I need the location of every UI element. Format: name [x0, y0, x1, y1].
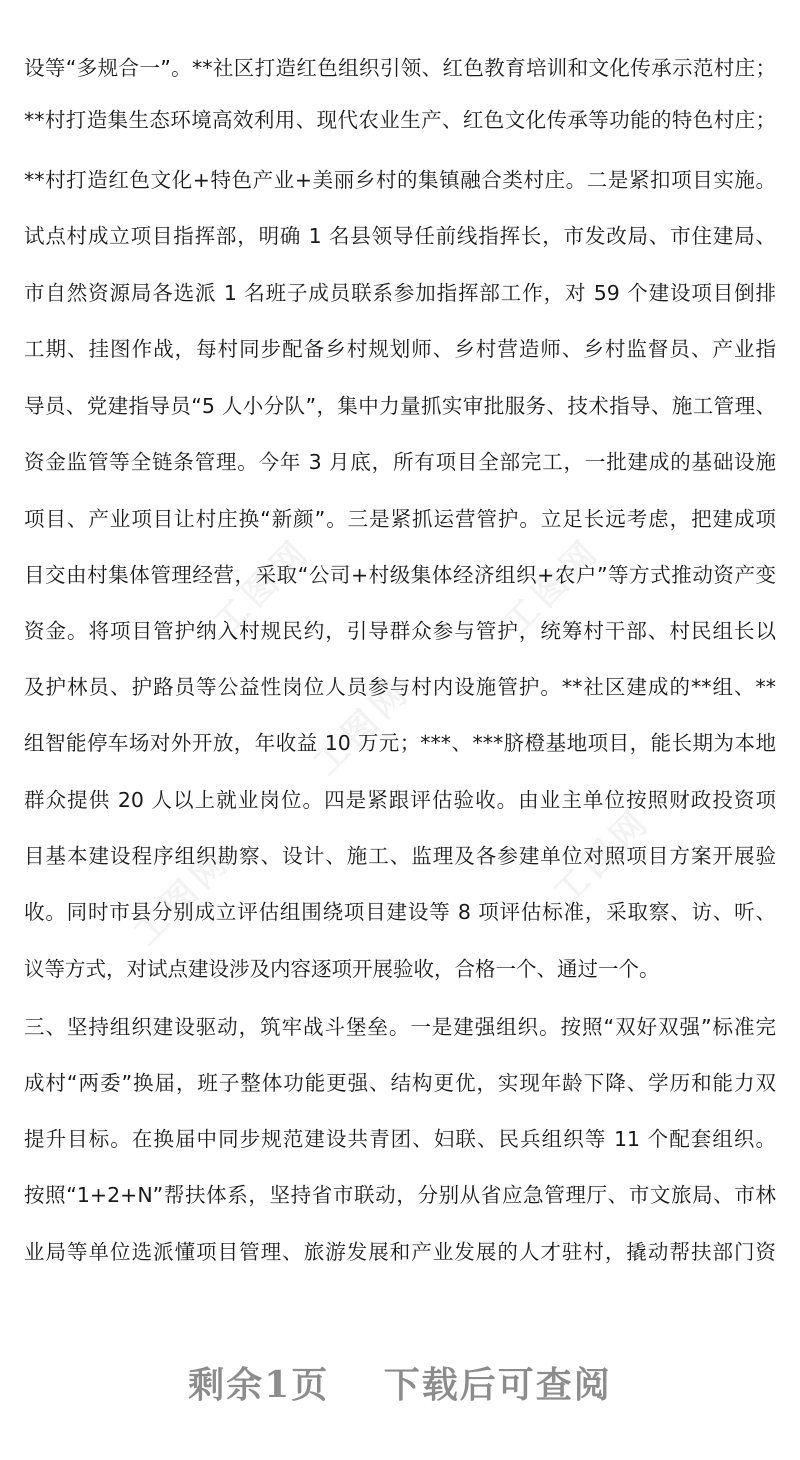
text-line: 收。同时市县分别成立评估组围绕项目建设等 8 项评估标准，采取察、访、听、: [24, 900, 776, 924]
text-line: 目基本建设程序组织勘察、设计、施工、监理及各参建单位对照项目方案开展验: [24, 844, 776, 868]
watermark: 工图网: [125, 840, 240, 954]
download-to-view-label: 下载后可查阅: [383, 1364, 612, 1406]
text-line: 三、坚持组织建设驱动，筑牢战斗堡垒。一是建强组织。按照“双好双强”标准完: [24, 1015, 776, 1039]
text-line: 导员、党建指导员“5 人小分队”，集中力量抓实审批服务、技术指导、施工管理、: [24, 394, 776, 418]
text-line: **村打造红色文化+特色产业+美丽乡村的集镇融合类村庄。二是紧扣项目实施。: [24, 168, 776, 192]
text-line: 资金。将项目管护纳入村规民约，引导群众参与管护，统筹村干部、村民组长以: [24, 619, 776, 643]
watermark: 工图网: [495, 530, 610, 644]
download-prompt[interactable]: [0, 1355, 800, 1415]
text-line: 资金监管等全链条管理。今年 3 月底，所有项目全部完工，一批建成的基础设施: [24, 450, 776, 474]
remaining-pages-label: 剩余1页: [188, 1364, 330, 1406]
text-line: 组智能停车场对外开放，年收益 10 万元；***、***脐橙基地项目，能长期为本地: [24, 731, 776, 755]
text-line: 及护林员、护路员等公益性岗位人员参与村内设施管护。**社区建成的**组、**: [24, 675, 776, 699]
text-line: 试点村成立项目指挥部，明确 1 名县领导任前线指挥长，市发改局、市住建局、: [24, 224, 776, 248]
text-line: 业局等单位选派懂项目管理、旅游发展和产业发展的人才驻村，撬动帮扶部门资: [24, 1240, 776, 1264]
text-line: 群众提供 20 人以上就业岗位。四是紧跟评估验收。由业主单位按照财政投资项: [24, 788, 776, 812]
watermark: 工图网: [305, 670, 420, 784]
watermark: 工图网: [205, 530, 320, 644]
text-line: 项目、产业项目让村庄换“新颜”。三是紧抓运营管护。立足长远考虑，把建成项: [24, 507, 776, 531]
watermark: 工图网: [545, 800, 660, 914]
text-line: 目交由村集体管理经营，采取“公司+村级集体经济组织+农户”等方式推动资产变: [24, 563, 776, 587]
text-line: 按照“1+2+N”帮扶体系，坚持省市联动，分别从省应急管理厅、市文旅局、市林: [24, 1183, 776, 1207]
text-line: 成村“两委”换届，班子整体功能更强、结构更优，实现年龄下降、学历和能力双: [24, 1071, 776, 1095]
text-line: 提升目标。在换届中同步规范建设共青团、妇联、民兵组织等 11 个配套组织。: [24, 1127, 776, 1151]
text-line: 市自然资源局各选派 1 名班子成员联系参加指挥部工作，对 59 个建设项目倒排: [24, 281, 776, 305]
text-line: **村打造集生态环境高效利用、现代农业生产、红色文化传承等功能的特色村庄；: [24, 108, 776, 132]
text-line: 设等“多规合一”。**社区打造红色组织引领、红色教育培训和文化传承示范村庄；: [24, 56, 776, 80]
text-line: 议等方式，对试点建设涉及内容逐项开展验收，合格一个、通过一个。: [24, 957, 660, 981]
text-line: 工期、挂图作战，每村同步配备乡村规划师、乡村营造师、乡村监督员、产业指: [24, 337, 776, 361]
